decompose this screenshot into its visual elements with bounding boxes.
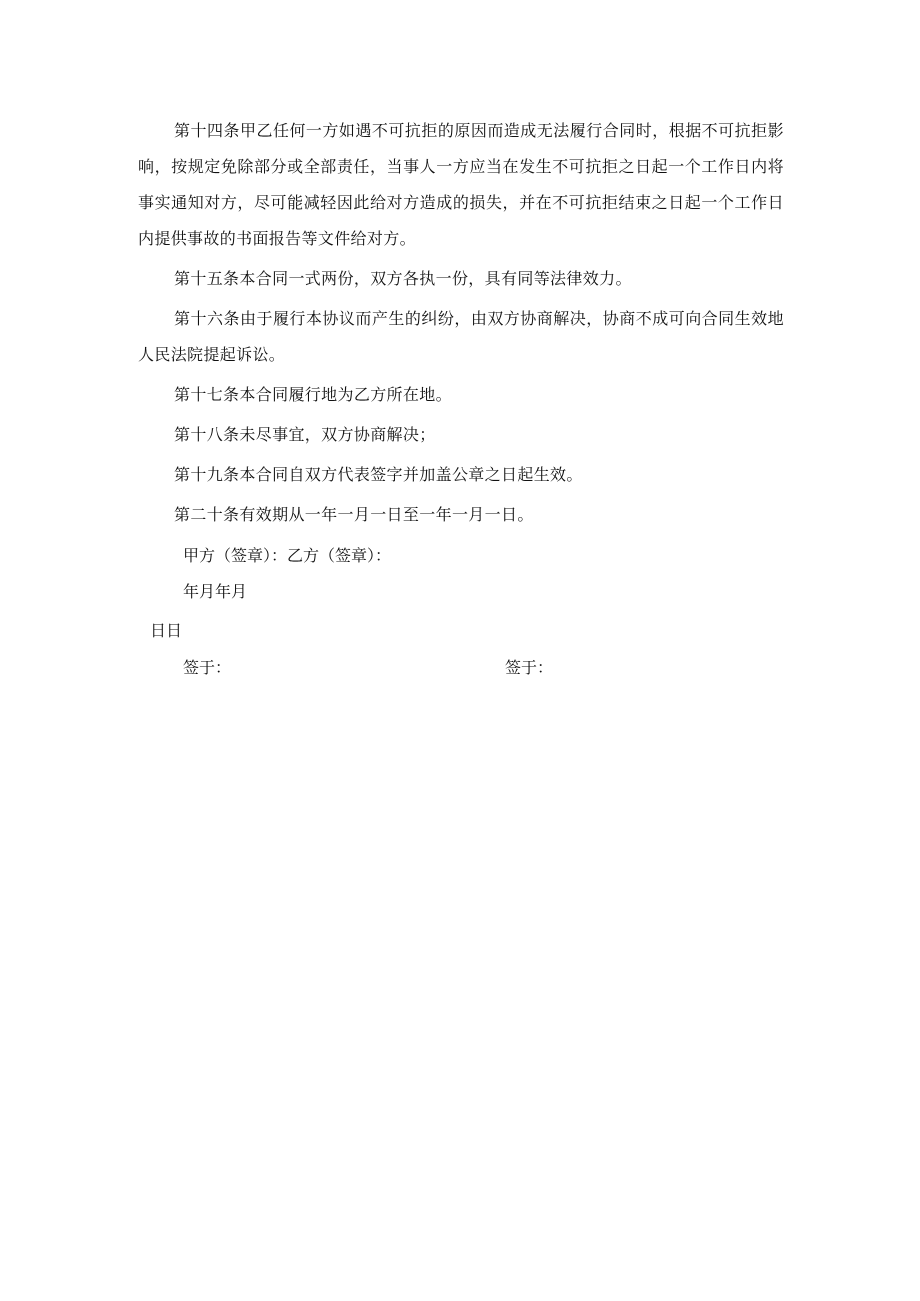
article-17: 第十七条本合同履行地为乙方所在地。: [174, 385, 452, 404]
contract-articles: [138, 113, 784, 537]
article-16: 第十六条由于履行本协议而产生的纠纷，由双方协商解决，协商不成可向合同生效地人民法院提起诉讼。: [138, 309, 784, 364]
article-15: 第十五条本合同一式两份，双方各执一份，具有同等法律效力。: [174, 269, 632, 288]
article-18: 第十八条未尽事宜，双方协商解决；: [174, 425, 436, 444]
signature-parties: 甲方（签章）：乙方（签章）：: [183, 546, 392, 565]
signature-day: 日日: [150, 621, 183, 640]
article-20: 第二十条有效期从一年一月一日至一年一月一日。: [174, 505, 534, 524]
signed-at-party-b: 签于：: [505, 658, 554, 677]
signed-at-party-a: 签于：: [183, 658, 232, 677]
article-14: 第十四条甲乙任何一方如遇不可抗拒的原因而造成无法履行合同时，根据不可抗拒影响，按规定免除部分或全部责任，当事人一方应当在发生不可抗拒之日起一个工作日内将事实通知对方，尽可能减轻因此给对方造成的损失，并在不可抗拒结束之日起一个工作日内提供事故的书面报告等文件给对方。: [138, 121, 784, 248]
article-19: 第十九条本合同自双方代表签字并加盖公章之日起生效。: [174, 465, 583, 484]
signature-year-month: 年月年月: [183, 582, 248, 601]
